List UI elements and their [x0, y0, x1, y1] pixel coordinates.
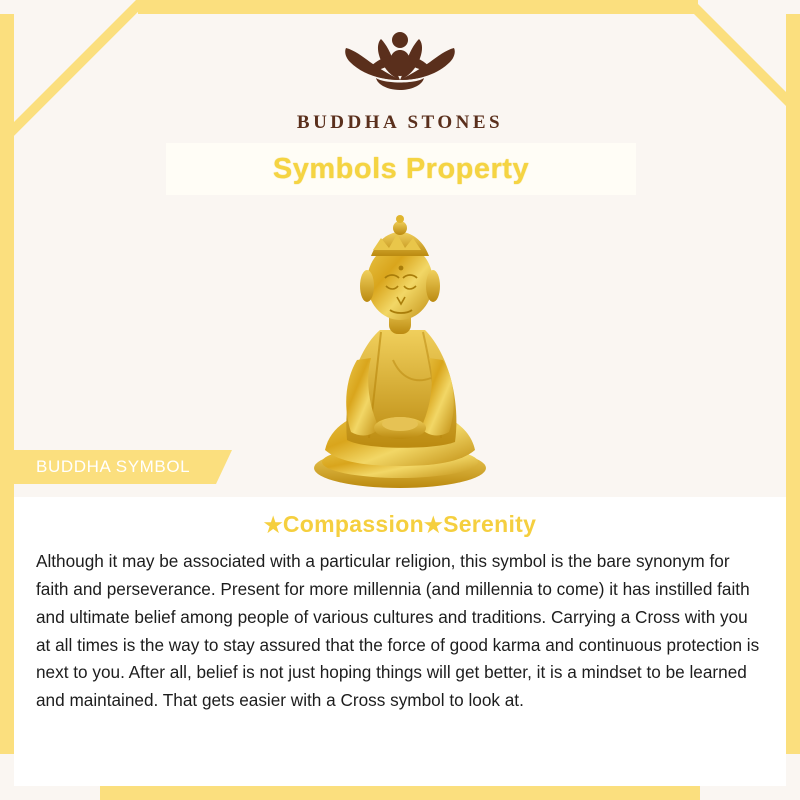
section-label-tag [0, 450, 216, 484]
content-subtitle [36, 511, 764, 538]
border-ribbon-top [138, 0, 698, 14]
page-title: Symbols Property [272, 152, 530, 185]
subtitle-word-second: Serenity [443, 511, 537, 537]
title-banner [166, 143, 636, 195]
star-icon-right: ★ [423, 514, 444, 537]
lotus-meditation-figure-icon [310, 22, 490, 108]
content-panel [14, 497, 786, 786]
brand-logo [0, 22, 800, 134]
subtitle-word-first: Compassion [282, 511, 424, 537]
section-label-text: BUDDHA SYMBOL [36, 457, 191, 476]
seated-buddha-statue-icon [285, 200, 515, 500]
border-ribbon-bottom [100, 786, 700, 800]
content-paragraph: Although it may be associated with a particular religion, this symbol is the bare synonym for faith and perseverance. Present for more millennia (and millennia to come) it has instilled faith and ultimate belief among people of various cultures and traditions. Carrying a Cross with you at all times is the way to stay assured that the force of good karma and continuous protection is next to you. After all, belief is not just hoping things will get better, it is a mindset to be learned and maintained. That gets easier with a Cross symbol to look at. [36, 551, 760, 711]
star-icon-left: ★ [263, 514, 283, 537]
brand-name: BUDDHA STONES [296, 112, 504, 133]
